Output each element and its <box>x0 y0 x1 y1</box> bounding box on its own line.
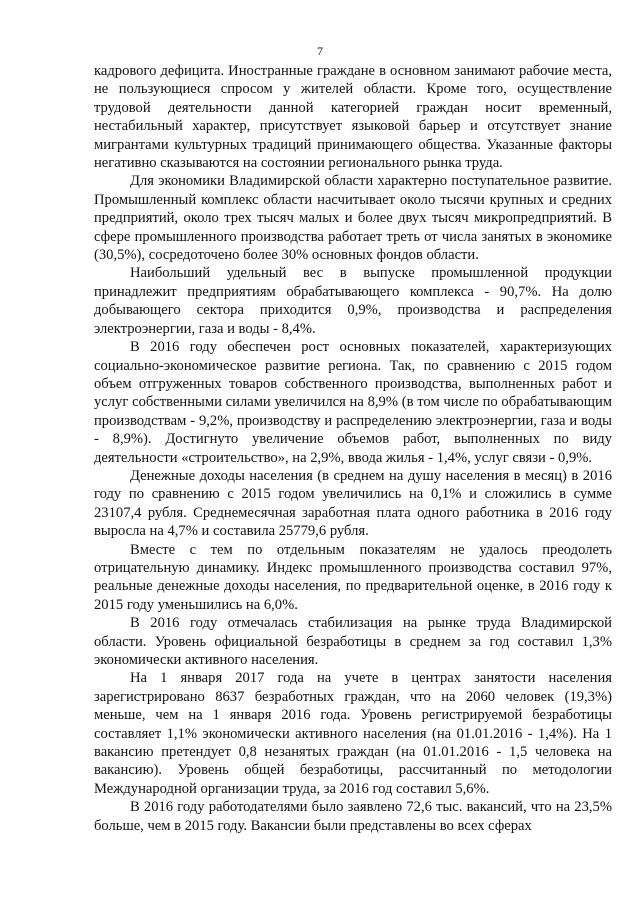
paragraph-industrial-share: Наибольший удельный вес в выпуске промышленной продукции принадлежит предприятиям обрабатывающего комплекса - 90,7%. На долю добывающего сектора приходится 0,9%, производства и распределения электроэнергии, газа и воды - 8,4%. <box>94 265 612 337</box>
paragraph-growth-indicators: В 2016 году обеспечен рост основных показателей, характеризующих социально-экономическое развитие региона. Так, по сравнению с 2015 годом объем отгруженных товаров собственного производства, выполненных работ и услуг собственными силами увеличился на 8,9% (в том числе по обрабатывающим производствам - 9,2%, производству и распределению электроэнергии, газа и воды - 8,9%). Достигнуто увеличение объемов работ, выполненных по виду деятельности «строительство», на 2,9%, ввода жилья - 1,4%, услуг связи - 0,9%. <box>94 339 612 466</box>
paragraph-negative-dynamics: Вместе с тем по отдельным показателям не удалось преодолеть отрицательную динамику. Индекс промышленного производства составил 97%, реальные денежные доходы населения, по предварительной оценке, в 2016 году к 2015 году уменьшились на 6,0%. <box>94 541 612 613</box>
paragraph-vacancies: В 2016 году работодателями было заявлено 72,6 тыс. вакансий, что на 23,5% больше, чем в 2015 году. Вакансии были представлены во всех сферах <box>94 799 612 834</box>
paragraph-labor-market: В 2016 году отмечалась стабилизация на рынке труда Владимирской области. Уровень официальной безработицы в среднем за год составил 1,3% экономически активного населения. <box>94 615 612 668</box>
paragraph-labor-deficit: кадрового дефицита. Иностранные граждане в основном занимают рабочие места, не пользующиеся спросом у жителей области. Кроме того, осуществление трудовой деятельности данной категорией граждан носит временный, нестабильный характер, присутствует языковой барьер и отсутствует знание мигрантами культурных традиций принимающего общества. Указанные факторы негативно сказываются на состоянии регионального рынка труда. <box>94 63 612 172</box>
paragraph-economic-development: Для экономики Владимирской области характерно поступательное развитие. Промышленный комплекс области насчитывает около тысячи крупных и средних предприятий, около трех тысяч малых и более двух тысяч микропредприятий. В сфере промышленного производства работает треть от числа занятых в экономике (30,5%), сосредоточено более 30% основных фондов области. <box>94 173 612 264</box>
document-body <box>94 62 612 835</box>
paragraph-unemployment: На 1 января 2017 года на учете в центрах занятости населения зарегистрировано 8637 безработных граждан, что на 2060 человек (19,3%) меньше, чем на 1 января 2016 года. Уровень регистрируемой безработицы составляет 1,1% экономически активного населения (на 01.01.2016 - 1,4%). На 1 вакансию претендует 0,8 незанятых граждан (на 01.01.2016 - 1,5 человека на вакансию). Уровень общей безработицы, рассчитанный по методологии Международной организации труда, за 2016 год составил 5,6%. <box>94 670 612 797</box>
page-number: 7 <box>317 44 323 58</box>
paragraph-income: Денежные доходы населения (в среднем на душу населения в месяц) в 2016 году по сравнению с 2015 годом увеличились на 0,1% и сложились в сумме 23107,4 рубля. Среднемесячная заработная плата одного работника в 2016 году выросла на 4,7% и составила 25779,6 рубля. <box>94 467 612 540</box>
